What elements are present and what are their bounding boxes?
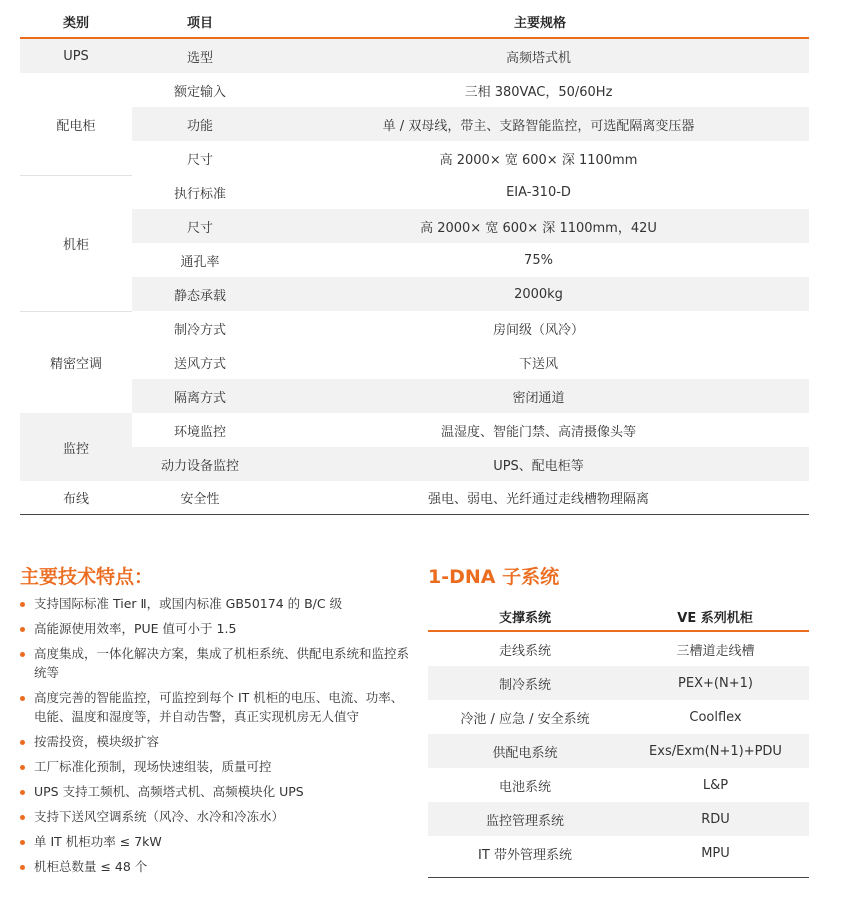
spec-cell: 高 2000× 宽 600× 深 1100mm [439, 152, 638, 168]
category-distribution-cabinet: 配电柜 [56, 118, 96, 134]
table-row [132, 209, 809, 243]
table-row [132, 481, 809, 514]
bullet-icon [20, 740, 25, 745]
item-cell: 额定输入 [173, 84, 226, 100]
bullet-icon [20, 696, 25, 701]
table-row [132, 39, 809, 73]
spec-cell: 密闭通道 [512, 390, 565, 406]
system-cell: 供配电系统 [492, 745, 558, 761]
bullet-icon [20, 865, 25, 870]
feature-text: UPS 支持工频机、高频塔式机、高频模块化 UPS [34, 784, 304, 799]
item-cell: 尺寸 [186, 152, 213, 168]
list-item [20, 688, 410, 726]
bullet-icon [20, 627, 25, 632]
value-cell: L&P [702, 777, 729, 793]
system-cell: 监控管理系统 [485, 813, 564, 829]
system-cell: IT 带外管理系统 [478, 847, 572, 863]
header-support-system: 支撑系统 [498, 611, 552, 626]
header-item: 项目 [186, 16, 214, 31]
system-cell: 电池系统 [498, 779, 551, 795]
table-row [132, 413, 809, 447]
value-cell: PEX+(N+1) [678, 675, 753, 691]
item-cell: 安全性 [180, 492, 220, 507]
spec-table-header [20, 8, 809, 39]
item-cell: 隔离方式 [173, 390, 226, 406]
dna-table [428, 601, 809, 878]
system-cell: 走线系统 [498, 643, 551, 659]
spec-cell: EIA-310-D [506, 184, 571, 200]
value-cell: RDU [701, 811, 730, 827]
table-row [132, 107, 809, 141]
bullet-icon [20, 840, 25, 845]
table-row [132, 379, 809, 413]
list-item [20, 832, 410, 851]
feature-text: 高度集成，一体化解决方案，集成了机柜系统、供配电系统和监控系统等 [34, 646, 410, 680]
features-title: 主要技术特点： [20, 566, 154, 588]
feature-text: 按需投资，模块级扩容 [34, 734, 160, 749]
item-cell: 功能 [186, 118, 213, 134]
table-row [132, 447, 809, 481]
table-row [132, 345, 809, 379]
table-row [428, 768, 809, 802]
feature-text: 机柜总数量 ≤ 48 个 [34, 859, 148, 874]
spec-cell: UPS、配电柜等 [493, 458, 584, 474]
feature-text: 工厂标准化预制，现场快速组装，质量可控 [34, 759, 272, 774]
category-cabling: 布线 [62, 492, 89, 507]
spec-cell: 下送风 [518, 356, 558, 372]
table-row [132, 141, 809, 175]
value-cell: Exs/Exm(N+1)+PDU [649, 743, 782, 759]
item-cell: 执行标准 [173, 186, 226, 202]
list-item [20, 857, 410, 876]
dna-table-body [428, 632, 809, 878]
table-row [428, 632, 809, 666]
feature-text: 高能源使用效率，PUE 值可小于 1.5 [34, 621, 237, 636]
item-cell: 送风方式 [173, 356, 226, 372]
table-row [428, 734, 809, 768]
item-cell: 选型 [186, 50, 213, 66]
item-cell: 尺寸 [186, 220, 213, 236]
item-cell: 制冷方式 [173, 322, 226, 338]
category-precision-ac: 精密空调 [49, 356, 102, 372]
table-row [428, 802, 809, 836]
spec-cell: 75% [524, 252, 553, 268]
header-ve-series: VE 系列机柜 [677, 611, 753, 626]
list-item [20, 644, 410, 682]
list-item [20, 782, 410, 801]
value-cell: Coolflex [689, 709, 742, 725]
item-cell: 环境监控 [173, 424, 226, 440]
bullet-icon [20, 602, 25, 607]
header-spec: 主要规格 [513, 16, 567, 31]
system-cell: 冷池 / 应急 / 安全系统 [460, 711, 590, 727]
system-cell: 制冷系统 [498, 677, 551, 693]
spec-table-body [20, 39, 809, 515]
bullet-icon [20, 790, 25, 795]
bullet-icon [20, 815, 25, 820]
list-item [20, 807, 410, 826]
spec-cell: 高频塔式机 [505, 50, 571, 66]
spec-cell: 三相 380VAC，50/60Hz [464, 84, 613, 100]
table-row [428, 836, 809, 870]
spec-cell: 2000kg [514, 286, 563, 302]
value-cell: MPU [701, 845, 730, 861]
table-row [132, 175, 809, 209]
spec-table [20, 8, 809, 515]
spec-cell: 房间级（风冷） [492, 322, 584, 338]
list-item [20, 757, 410, 776]
feature-text: 支持下送风空调系统（风冷、水冷和冷冻水） [34, 809, 285, 824]
category-monitoring: 监控 [20, 413, 132, 481]
category-ups: UPS [20, 39, 132, 73]
spec-cell: 温湿度、智能门禁、高清摄像头等 [440, 424, 636, 440]
table-row [428, 700, 809, 734]
list-item [20, 594, 410, 613]
table-row [132, 311, 809, 345]
table-row [132, 73, 809, 107]
dna-table-header [428, 601, 809, 632]
feature-text: 高度完善的智能监控，可监控到每个 IT 机柜的电压、电流、功率、电能、温度和湿度等，并自动告警，真正实现机房无人值守 [34, 690, 404, 724]
table-row [132, 243, 809, 277]
features-list [20, 594, 410, 882]
header-category: 类别 [62, 16, 90, 31]
spec-cell: 单 / 双母线，带主、支路智能监控，可选配隔离变压器 [382, 118, 695, 134]
spec-cell: 强电、弱电、光纤通过走线槽物理隔离 [427, 492, 649, 507]
list-item [20, 732, 410, 751]
table-row [132, 277, 809, 311]
feature-text: 单 IT 机柜功率 ≤ 7kW [34, 834, 162, 849]
item-cell: 动力设备监控 [160, 458, 239, 474]
item-cell: 静态承载 [173, 288, 226, 304]
table-row [428, 666, 809, 700]
list-item [20, 619, 410, 638]
bullet-icon [20, 765, 25, 770]
item-cell: 通孔率 [180, 254, 220, 270]
spec-cell: 高 2000× 宽 600× 深 1100mm，42U [420, 220, 657, 236]
category-rack: 机柜 [62, 237, 89, 253]
feature-text: 支持国际标准 Tier Ⅱ，或国内标准 GB50174 的 B/C 级 [34, 596, 343, 611]
dna-title: 1-DNA 子系统 [428, 566, 560, 588]
value-cell: 三槽道走线槽 [676, 643, 755, 659]
bullet-icon [20, 652, 25, 657]
